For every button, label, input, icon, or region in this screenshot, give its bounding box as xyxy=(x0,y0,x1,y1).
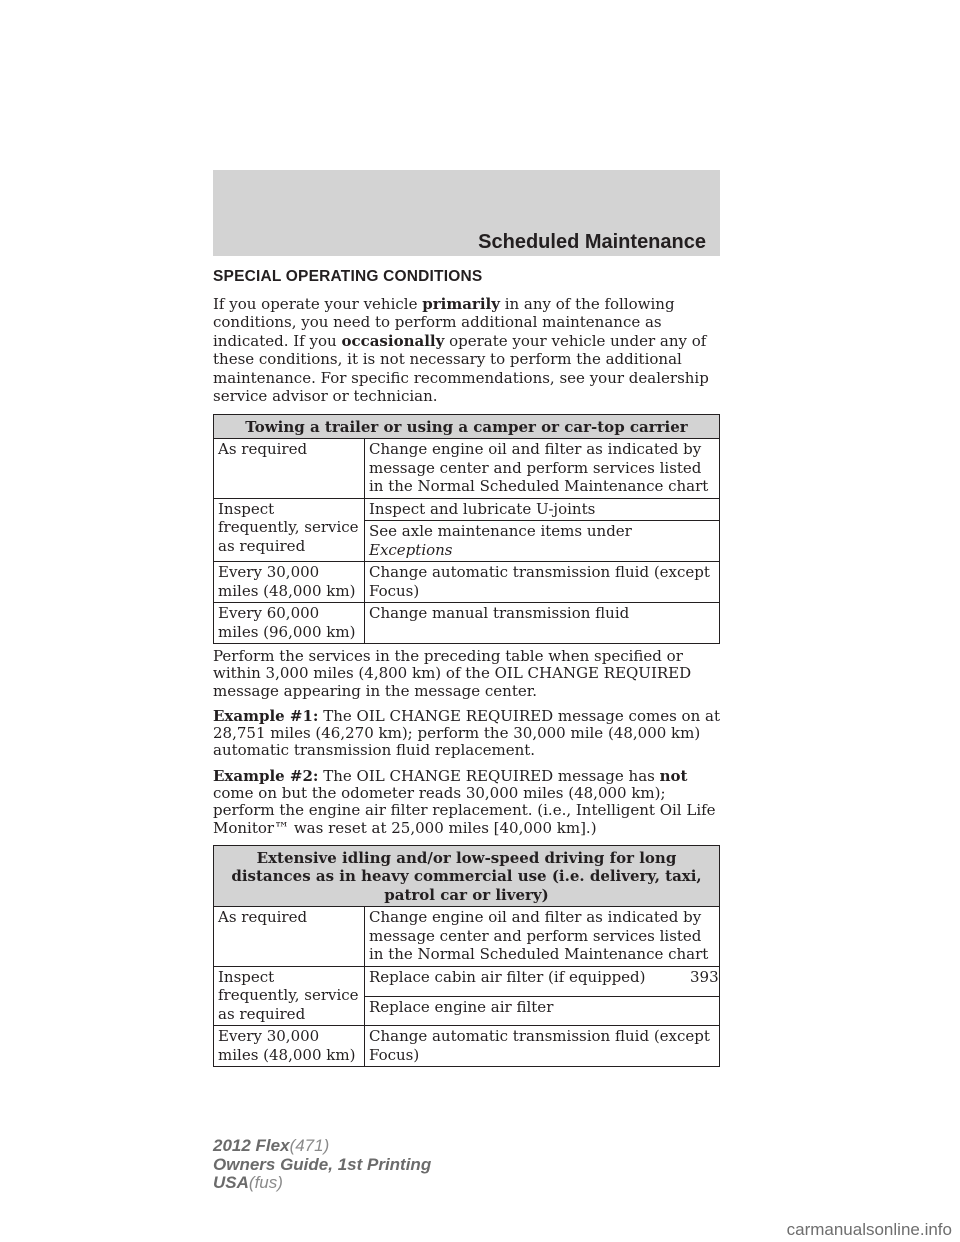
interval-cell: As required xyxy=(214,439,365,499)
table-header-row xyxy=(214,414,720,439)
example-1: Example #1: The OIL CHANGE REQUIRED message comes on at 28,751 miles (46,270 km); perform the 30,000 mile (48,000 km) automatic transmission fluid replacement. xyxy=(213,706,720,760)
table-row xyxy=(214,439,720,499)
section-heading: SPECIAL OPERATING CONDITIONS xyxy=(213,268,483,285)
page-number: 393 xyxy=(690,968,719,986)
page-content xyxy=(213,268,720,1071)
task-cell: Inspect and lubricate U-joints xyxy=(365,498,720,521)
interval-cell: Every 60,000 miles (96,000 km) xyxy=(214,603,365,644)
interval-cell: Inspect frequently, service as required xyxy=(214,966,365,1026)
table-row xyxy=(214,603,720,644)
table-row xyxy=(214,966,720,996)
example-2: Example #2: The OIL CHANGE REQUIRED message has not come on but the odometer reads 30,000 miles (48,000 km); perform the engine air filter replacement. (i.e., Intelligent Oil Life Monitor™ was reset at 25,000 miles [40,000 km].) xyxy=(213,766,716,837)
task-cell: Change engine oil and filter as indicated by message center and perform services listed in the Normal Scheduled Maintenance chart xyxy=(365,907,720,967)
table-row xyxy=(214,562,720,603)
intro-paragraph: If you operate your vehicle primarily in any of the following conditions, you need to perform additional maintenance as indicated. If you occasionally operate your vehicle under any of these conditions, it is not necessary to perform the additional maintenance. For specific recommendations, see your dealership service advisor or technician. xyxy=(213,294,709,405)
table-row xyxy=(214,1026,720,1067)
exceptions-reference: Exceptions xyxy=(369,540,453,559)
task-cell: Change automatic transmission fluid (except Focus) xyxy=(365,562,720,603)
task-cell: See axle maintenance items under Exceptions xyxy=(365,521,720,562)
page-section-title: Scheduled Maintenance xyxy=(478,231,706,253)
task-cell: Replace engine air filter xyxy=(365,996,720,1026)
task-cell: Change engine oil and filter as indicated by message center and perform services listed in the Normal Scheduled Maintenance chart xyxy=(365,439,720,499)
table-row xyxy=(214,907,720,967)
after-table-paragraph: Perform the services in the preceding table when specified or within 3,000 miles (4,800 km) of the OIL CHANGE REQUIRED message appearing in the message center. xyxy=(213,647,692,700)
interval-cell: Every 30,000 miles (48,000 km) xyxy=(214,1026,365,1067)
table-header: Extensive idling and/or low-speed driving for long distances as in heavy commercial use (i.e. delivery, taxi, patrol car or livery) xyxy=(214,845,720,907)
towing-maintenance-table xyxy=(213,414,720,645)
watermark: carmanualsonline.info xyxy=(786,1220,952,1239)
interval-cell: As required xyxy=(214,907,365,967)
table-header: Towing a trailer or using a camper or car-top carrier xyxy=(214,414,720,439)
interval-cell: Every 30,000 miles (48,000 km) xyxy=(214,562,365,603)
task-cell: Replace cabin air filter (if equipped) xyxy=(365,966,720,996)
print-footer: 2012 Flex(471) Owners Guide, 1st Printing USA(fus) xyxy=(213,1136,432,1192)
table-header-row xyxy=(214,845,720,907)
table-row xyxy=(214,498,720,521)
task-cell: Change automatic transmission fluid (except Focus) xyxy=(365,1026,720,1067)
header-band xyxy=(213,170,720,256)
task-cell: Change manual transmission fluid xyxy=(365,603,720,644)
idling-maintenance-table xyxy=(213,845,720,1068)
interval-cell: Inspect frequently, service as required xyxy=(214,498,365,562)
